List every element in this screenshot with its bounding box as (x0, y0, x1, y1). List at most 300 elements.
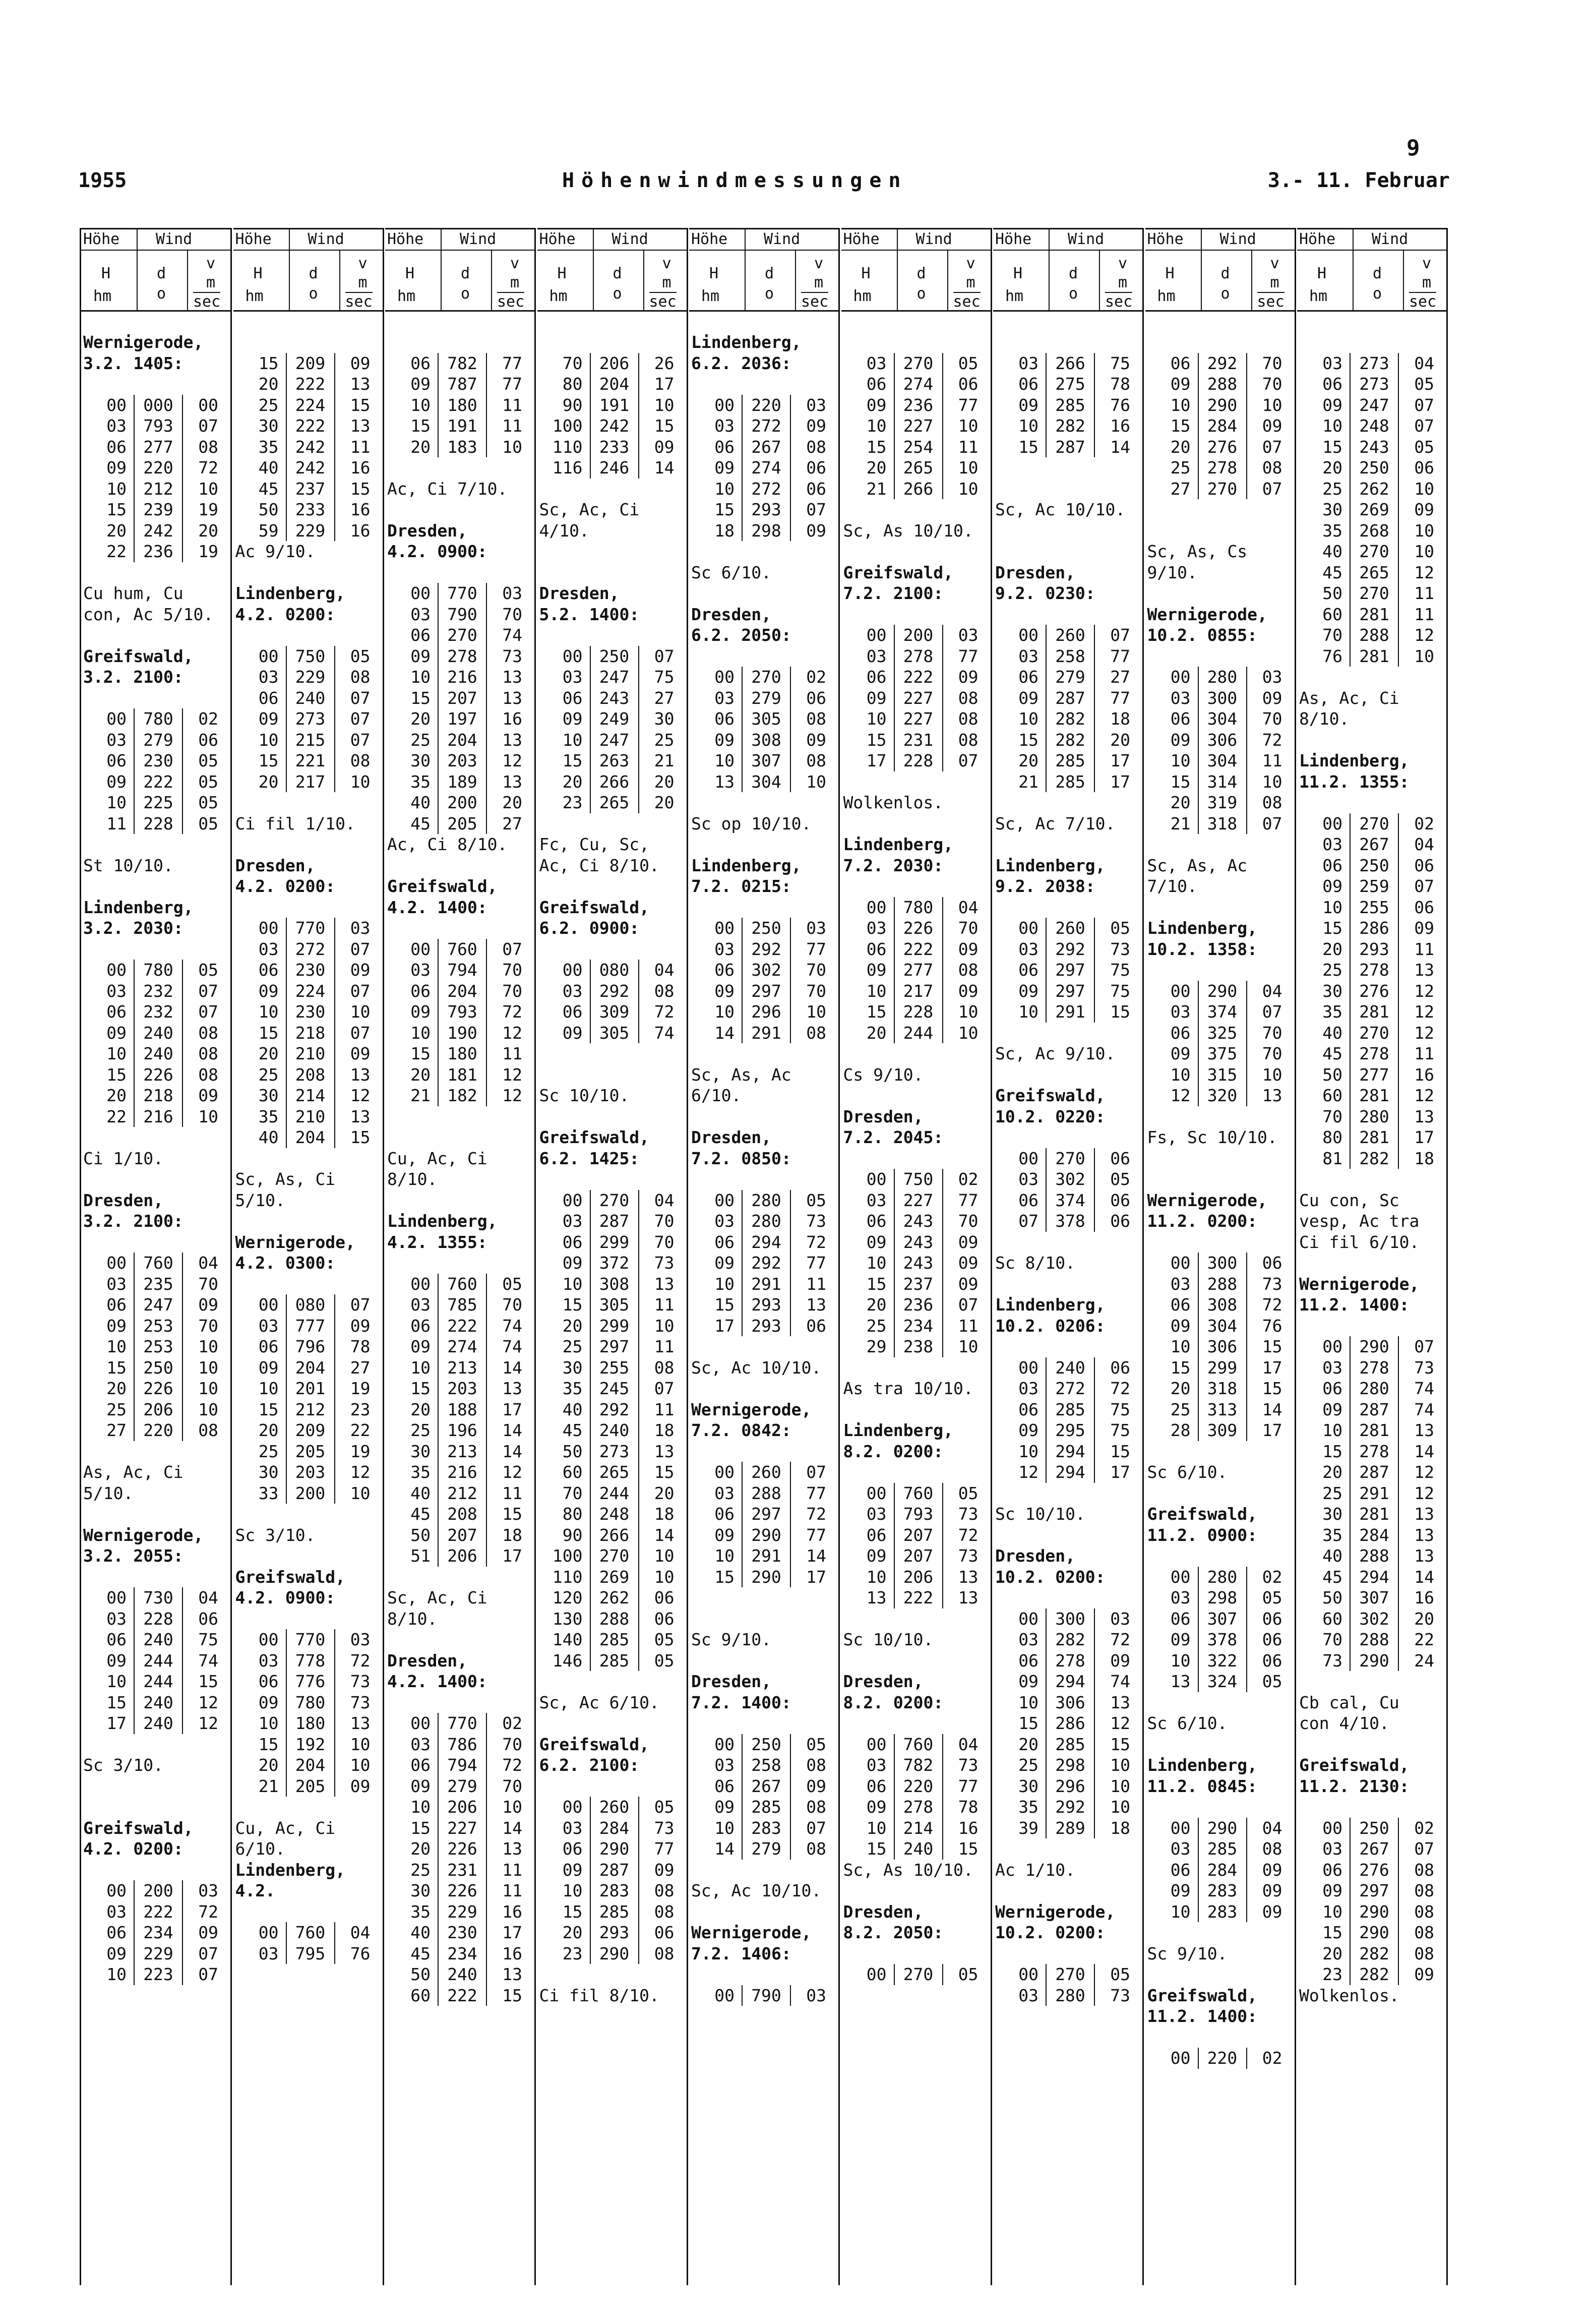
direction-value: 297 (590, 1336, 639, 1357)
text-line (993, 1901, 1142, 1923)
speed-value: 09 (1262, 416, 1282, 436)
measurement-row (537, 1629, 687, 1650)
direction-value: 226 (134, 1064, 183, 1086)
cloud-note: Fc, Cu, Sc, (539, 835, 650, 854)
direction-value: 278 (438, 646, 487, 667)
speed-value: 75 (198, 1630, 218, 1649)
measurement-row (233, 1127, 383, 1148)
text-line (233, 1860, 383, 1881)
height-value: 10 (1170, 1650, 1191, 1671)
speed-value: 70 (1262, 374, 1282, 394)
cloud-note (993, 605, 995, 624)
direction-value: 787 (438, 374, 487, 395)
speed-value: 09 (1414, 918, 1434, 938)
height-value: 09 (258, 1692, 279, 1712)
measurement-row (385, 1023, 534, 1044)
speed-value: 07 (350, 730, 371, 750)
station-heading: 10.2. 0855: (1147, 625, 1258, 645)
speed-value: 10 (958, 458, 978, 478)
speed-value: 06 (198, 730, 218, 750)
measurement-row (81, 813, 230, 835)
speed-value: 05 (198, 793, 218, 812)
direction-value: 322 (1198, 1650, 1247, 1672)
cloud-note (233, 625, 235, 645)
cloud-note (993, 542, 995, 561)
cloud-note (689, 374, 691, 394)
text-line (1145, 918, 1295, 939)
cloud-note: Wolkenlos. (1299, 1985, 1399, 2005)
speed-value: 70 (502, 960, 522, 980)
speed-value: 08 (1414, 1923, 1434, 1942)
wind-table (80, 228, 1450, 2285)
measurement-row (689, 1462, 838, 1483)
blank-line (233, 562, 383, 583)
cloud-note (233, 1274, 235, 1294)
header-h: H (405, 265, 415, 282)
speed-value: 17 (502, 1546, 522, 1566)
measurement-row (537, 1838, 687, 1860)
measurement-row (993, 981, 1142, 1002)
height-value: 09 (714, 1525, 735, 1545)
station-heading: 10.2. 0200: (995, 1923, 1106, 1942)
height-value: 10 (1170, 1901, 1191, 1922)
header-hm: hm (93, 287, 112, 305)
height-value: 09 (1170, 1881, 1191, 1900)
blank-line (385, 1106, 534, 1127)
cloud-note (1145, 1149, 1147, 1168)
measurement-row (993, 667, 1142, 688)
cloud-note (841, 332, 843, 352)
speed-value: 08 (806, 1797, 826, 1817)
cloud-note (689, 1044, 691, 1063)
direction-value: 300 (1198, 688, 1247, 709)
height-value: 00 (1018, 918, 1038, 938)
station-heading: Lindenberg, (387, 1211, 498, 1231)
measurement-row (689, 667, 838, 688)
direction-value: 266 (590, 1525, 639, 1546)
measurement-row (841, 479, 991, 500)
measurement-row (233, 1106, 383, 1127)
speed-value: 04 (958, 1734, 978, 1754)
height-value: 06 (562, 1232, 583, 1252)
measurement-row (1145, 1818, 1295, 1839)
text-line (537, 499, 687, 520)
direction-value: 281 (1350, 1085, 1399, 1106)
direction-value: 273 (590, 1441, 639, 1462)
height-value: 28 (1170, 1420, 1191, 1440)
speed-value: 17 (654, 374, 675, 394)
cloud-note: vesp, Ac tra (1299, 1211, 1420, 1231)
height-value: 06 (106, 1630, 127, 1649)
height-value: 20 (1322, 458, 1342, 478)
speed-value: 73 (350, 1692, 371, 1712)
speed-value: 14 (502, 1357, 522, 1378)
speed-value: 77 (502, 374, 522, 394)
text-line (81, 353, 230, 374)
header-wind: Wind (156, 230, 193, 248)
blank-line (993, 1232, 1142, 1253)
measurement-row (1297, 1608, 1446, 1630)
measurement-row (1297, 1064, 1446, 1086)
measurement-row (841, 646, 991, 667)
measurement-row (689, 981, 838, 1002)
height-value: 25 (258, 1441, 279, 1461)
speed-value: 20 (654, 793, 675, 812)
direction-value: 279 (134, 730, 183, 751)
speed-value: 05 (1110, 1169, 1130, 1189)
direction-value: 782 (894, 1755, 943, 1776)
measurement-row (1297, 1567, 1446, 1588)
height-value: 76 (1322, 646, 1342, 666)
cloud-note (385, 1253, 387, 1273)
blank-line (689, 1169, 838, 1190)
measurement-row (1297, 813, 1446, 835)
measurement-row (1297, 457, 1446, 479)
direction-value: 207 (438, 688, 487, 709)
speed-value: 04 (1262, 981, 1282, 1001)
speed-value: 10 (1110, 1797, 1130, 1817)
direction-value: 229 (286, 667, 335, 688)
blank-line (537, 541, 687, 562)
header-sec: sec (497, 293, 525, 311)
height-value: 00 (714, 1462, 735, 1482)
cloud-note (1145, 2028, 1147, 2047)
direction-value: 204 (286, 1357, 335, 1379)
cloud-note (537, 625, 539, 645)
height-value: 40 (258, 458, 279, 478)
cloud-note: Ac, Ci 7/10. (387, 479, 508, 499)
measurement-row (233, 667, 383, 688)
header-direction: d (1373, 265, 1382, 282)
height-value: 22 (106, 1106, 127, 1126)
height-value: 10 (714, 479, 735, 499)
direction-value: 760 (894, 1734, 943, 1755)
text-line (1145, 1127, 1295, 1148)
height-value: 00 (1170, 1253, 1191, 1273)
measurement-row (993, 415, 1142, 437)
height-value: 09 (1018, 1420, 1038, 1440)
station-heading: 7.2. 1400: (691, 1692, 791, 1712)
direction-value: 274 (438, 1336, 487, 1357)
direction-value: 307 (1198, 1608, 1247, 1630)
height-value: 10 (1018, 709, 1038, 729)
height-value: 06 (714, 1504, 735, 1524)
height-value: 25 (410, 730, 431, 750)
cloud-note (233, 1609, 235, 1629)
height-value: 116 (552, 458, 583, 478)
blank-line (689, 646, 838, 667)
direction-value: 250 (1350, 855, 1399, 876)
speed-value: 08 (654, 1901, 675, 1922)
station-heading: Dresden, (995, 562, 1075, 582)
direction-value: 259 (1350, 876, 1399, 897)
direction-value: 229 (438, 1901, 487, 1923)
measurement-row (81, 1043, 230, 1064)
header-hoehe: Höhe (83, 230, 120, 248)
speed-value: 07 (350, 1023, 371, 1043)
direction-value: 216 (438, 1462, 487, 1483)
measurement-row (689, 520, 838, 542)
cloud-note (689, 1609, 691, 1629)
text-line (841, 1441, 991, 1462)
height-value: 25 (258, 395, 279, 415)
speed-value: 07 (502, 939, 522, 959)
blank-line (537, 562, 687, 583)
blank-line (537, 1169, 687, 1190)
height-value: 60 (1322, 1086, 1342, 1105)
speed-value: 05 (1262, 1672, 1282, 1691)
cloud-note (233, 1149, 235, 1168)
header-sec: sec (1257, 293, 1284, 311)
measurement-row (993, 1985, 1142, 2006)
speed-value: 78 (1110, 374, 1130, 394)
speed-value: 09 (350, 1044, 371, 1063)
text-line (993, 1545, 1142, 1567)
speed-value: 12 (1414, 1462, 1434, 1482)
measurement-row (233, 750, 383, 771)
measurement-row (689, 1190, 838, 1211)
measurement-row (841, 1838, 991, 1860)
text-line (1145, 625, 1295, 646)
blank-line (689, 1964, 838, 1985)
measurement-row (537, 1567, 687, 1588)
speed-value: 07 (806, 500, 826, 519)
blank-line (993, 834, 1142, 855)
direction-value: 250 (742, 1734, 791, 1755)
header-hm: hm (397, 287, 416, 305)
speed-value: 04 (654, 1190, 675, 1210)
direction-value: 265 (590, 792, 639, 813)
direction-value: 760 (438, 939, 487, 960)
direction-value: 222 (894, 667, 943, 688)
measurement-row (689, 415, 838, 437)
speed-value: 05 (1414, 437, 1434, 457)
height-value: 00 (258, 1295, 279, 1315)
text-line (1145, 876, 1295, 897)
measurement-row (233, 688, 383, 709)
speed-value: 70 (502, 1734, 522, 1754)
measurement-row (1145, 353, 1295, 374)
measurement-row (1297, 1023, 1446, 1044)
measurement-row (689, 479, 838, 500)
station-heading: Wernigerode, (83, 332, 204, 352)
speed-value: 12 (350, 1086, 371, 1105)
blank-line (385, 918, 534, 939)
measurement-row (233, 1922, 383, 1943)
speed-value: 06 (1414, 897, 1434, 917)
blank-line (1145, 897, 1295, 918)
direction-value: 247 (590, 730, 639, 751)
text-line (841, 1420, 991, 1441)
direction-value: 230 (286, 1001, 335, 1023)
cloud-note (81, 1567, 83, 1587)
speed-value: 74 (502, 1337, 522, 1356)
measurement-row (385, 708, 534, 730)
height-value: 11 (106, 813, 127, 833)
speed-value: 13 (958, 1588, 978, 1607)
speed-value: 14 (502, 1818, 522, 1838)
speed-value: 02 (1414, 813, 1434, 833)
measurement-row (233, 1483, 383, 1504)
measurement-row (385, 730, 534, 751)
direction-value: 309 (590, 1001, 639, 1023)
measurement-row (385, 1880, 534, 1901)
direction-value: 290 (1350, 1336, 1399, 1357)
speed-value: 10 (502, 437, 522, 457)
measurement-row (233, 1629, 383, 1650)
cloud-note (689, 793, 691, 812)
speed-value: 08 (958, 960, 978, 980)
speed-value: 16 (350, 500, 371, 519)
cloud-note (689, 542, 691, 561)
speed-value: 11 (502, 395, 522, 415)
speed-value: 10 (198, 479, 218, 499)
direction-value: 285 (1046, 1734, 1095, 1755)
height-value: 00 (106, 960, 127, 980)
direction-value: 270 (894, 353, 943, 374)
cloud-note (537, 1044, 539, 1063)
speed-value: 07 (1262, 813, 1282, 833)
text-line (385, 1211, 534, 1232)
text-line (689, 1064, 838, 1086)
speed-value: 05 (198, 960, 218, 980)
speed-value: 20 (1110, 730, 1130, 750)
direction-value: 232 (134, 981, 183, 1002)
speed-value: 77 (654, 1839, 675, 1859)
height-value: 45 (1322, 1044, 1342, 1063)
header-rule (993, 250, 1142, 251)
direction-value: 240 (894, 1838, 943, 1860)
speed-value: 09 (958, 1232, 978, 1252)
speed-value: 73 (654, 1818, 675, 1838)
direction-value: 297 (742, 981, 791, 1002)
speed-value: 13 (502, 688, 522, 708)
measurement-row (993, 939, 1142, 960)
height-value: 90 (562, 395, 583, 415)
speed-value: 10 (1110, 1776, 1130, 1796)
height-value: 10 (258, 1379, 279, 1398)
blank-line (1297, 1734, 1446, 1755)
blank-line (1145, 1169, 1295, 1190)
header-rule (491, 250, 492, 310)
cloud-note (841, 876, 843, 896)
speed-value: 76 (1262, 1316, 1282, 1336)
speed-value: 77 (806, 1483, 826, 1503)
measurement-row (233, 1378, 383, 1399)
height-value: 146 (552, 1650, 583, 1671)
station-heading: 11.2. 0845: (1147, 1776, 1258, 1796)
header-m: m (206, 274, 216, 291)
height-value: 10 (258, 730, 279, 750)
station-heading: 4.2. 0200: (235, 876, 336, 896)
height-value: 09 (106, 458, 127, 478)
measurement-row (1145, 479, 1295, 500)
height-value: 00 (1170, 981, 1191, 1001)
measurement-row (233, 939, 383, 960)
speed-value: 11 (654, 1337, 675, 1356)
speed-value: 11 (502, 1483, 522, 1503)
measurement-row (233, 1650, 383, 1672)
station-heading: Dresden, (235, 855, 316, 875)
measurement-row (841, 1023, 991, 1044)
height-value: 10 (410, 1023, 431, 1043)
blank-line (993, 457, 1142, 479)
height-value: 03 (1322, 835, 1342, 854)
blank-line (385, 499, 534, 520)
direction-value: 200 (894, 625, 943, 646)
speed-value: 10 (654, 1546, 675, 1566)
speed-value: 19 (198, 500, 218, 519)
direction-value: 209 (286, 1420, 335, 1441)
height-value: 03 (106, 730, 127, 750)
direction-value: 294 (1350, 1567, 1399, 1588)
direction-value: 273 (1350, 374, 1399, 395)
header-wind: Wind (1372, 230, 1409, 248)
header-rule (339, 250, 340, 310)
direction-value: 222 (438, 1316, 487, 1337)
speed-value: 09 (1414, 1964, 1434, 1984)
cloud-note (81, 688, 83, 708)
station-heading: 4.2. 1355: (387, 1232, 487, 1252)
blank-line (81, 834, 230, 855)
direction-value: 295 (1046, 1420, 1095, 1441)
speed-value: 09 (958, 1253, 978, 1273)
speed-value: 11 (1262, 751, 1282, 770)
measurement-row (841, 1483, 991, 1504)
speed-value: 07 (198, 1964, 218, 1984)
station-heading: Dresden, (387, 1650, 467, 1671)
measurement-row (385, 960, 534, 981)
speed-value: 75 (1110, 1399, 1130, 1419)
header-m: m (814, 274, 824, 291)
height-value: 30 (1322, 981, 1342, 1001)
direction-value: 255 (1350, 897, 1399, 918)
speed-value: 17 (1414, 1127, 1434, 1147)
speed-value: 77 (1110, 646, 1130, 666)
height-value: 15 (866, 437, 887, 457)
cloud-note (993, 1483, 995, 1503)
direction-value: 293 (742, 499, 791, 520)
speed-value: 06 (654, 1608, 675, 1629)
header-sec: sec (801, 293, 829, 311)
height-value: 03 (1170, 1002, 1191, 1022)
measurement-row (1297, 1106, 1446, 1127)
measurement-row (233, 1357, 383, 1379)
direction-value: 285 (590, 1650, 639, 1672)
measurement-row (993, 1629, 1142, 1650)
direction-value: 188 (438, 1399, 487, 1420)
direction-value: 250 (134, 1357, 183, 1379)
direction-value: 228 (894, 750, 943, 771)
height-value: 15 (258, 1734, 279, 1754)
cloud-note (1145, 835, 1147, 854)
cloud-note (385, 563, 387, 582)
measurement-row (81, 1294, 230, 1316)
cloud-note (1145, 1442, 1147, 1461)
direction-value: 270 (742, 667, 791, 688)
cloud-note (233, 332, 235, 352)
measurement-row (1145, 1399, 1295, 1420)
direction-value: 281 (1350, 604, 1399, 625)
blank-line (537, 1671, 687, 1692)
measurement-row (537, 1357, 687, 1379)
measurement-row (689, 1023, 838, 1044)
height-value: 09 (1322, 395, 1342, 415)
direction-value: 281 (1350, 646, 1399, 667)
speed-value: 11 (502, 1881, 522, 1900)
direction-value: 215 (286, 730, 335, 751)
direction-value: 299 (590, 1316, 639, 1337)
